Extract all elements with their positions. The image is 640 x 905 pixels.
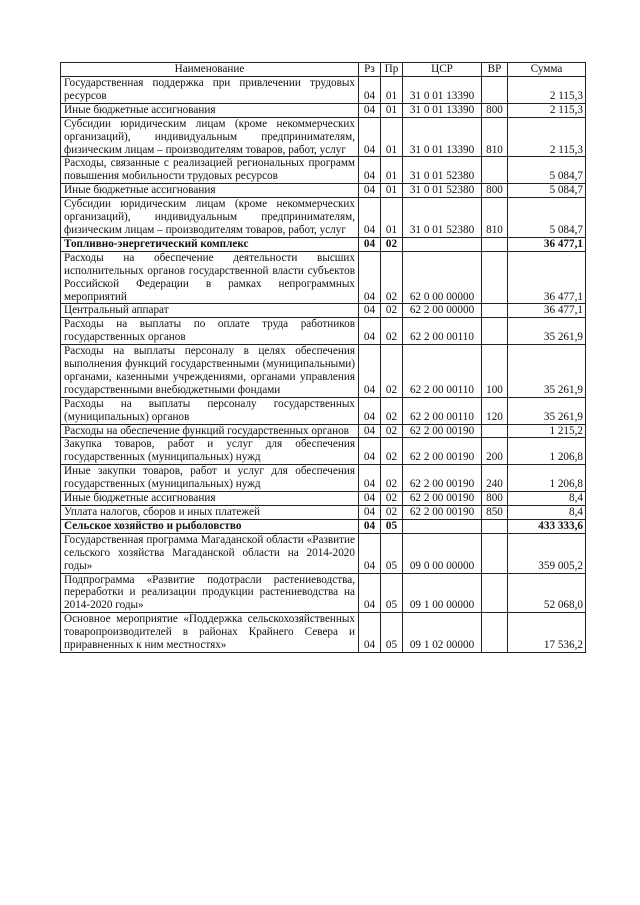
cell-pr: 02 <box>381 492 403 506</box>
cell-vr <box>482 573 508 613</box>
cell-rz: 04 <box>359 492 381 506</box>
cell-vr <box>482 304 508 318</box>
cell-sum: 359 005,2 <box>508 533 586 573</box>
cell-pr: 02 <box>381 251 403 304</box>
cell-name: Иные бюджетные ассигнования <box>61 103 359 117</box>
cell-rz: 04 <box>359 345 381 398</box>
cell-csr: 62 2 00 00190 <box>403 492 482 506</box>
cell-name: Расходы на обеспечение функций государственных органов <box>61 424 359 438</box>
cell-csr: 62 2 00 00110 <box>403 318 482 345</box>
cell-pr: 01 <box>381 157 403 184</box>
cell-vr <box>482 519 508 533</box>
cell-sum: 433 333,6 <box>508 519 586 533</box>
cell-pr: 01 <box>381 198 403 238</box>
table-row <box>61 157 586 184</box>
cell-pr: 02 <box>381 304 403 318</box>
cell-csr: 31 0 01 13390 <box>403 77 482 104</box>
table-header-row <box>61 63 586 77</box>
table-row <box>61 506 586 520</box>
cell-pr: 02 <box>381 345 403 398</box>
cell-vr: 810 <box>482 117 508 157</box>
cell-pr: 02 <box>381 237 403 251</box>
header-rz: Рз <box>359 63 381 77</box>
cell-rz: 04 <box>359 613 381 653</box>
cell-vr: 100 <box>482 345 508 398</box>
cell-name: Сельское хозяйство и рыболовство <box>61 519 359 533</box>
cell-pr: 02 <box>381 438 403 465</box>
cell-name: Топливно-энергетический комплекс <box>61 237 359 251</box>
cell-sum: 5 084,7 <box>508 198 586 238</box>
cell-sum: 2 115,3 <box>508 103 586 117</box>
cell-vr <box>482 318 508 345</box>
cell-sum: 8,4 <box>508 506 586 520</box>
cell-vr <box>482 77 508 104</box>
cell-name: Государственная программа Магаданской области «Развитие сельского хозяйства Магаданской области на 2014-2020 годы» <box>61 533 359 573</box>
cell-name: Иные бюджетные ассигнования <box>61 184 359 198</box>
cell-rz: 04 <box>359 304 381 318</box>
header-sum: Сумма <box>508 63 586 77</box>
cell-name: Закупка товаров, работ и услуг для обеспечения государственных (муниципальных) нужд <box>61 438 359 465</box>
header-csr: ЦСР <box>403 63 482 77</box>
table-body <box>61 77 586 653</box>
table-row <box>61 492 586 506</box>
cell-vr <box>482 157 508 184</box>
table-row <box>61 318 586 345</box>
cell-name: Иные бюджетные ассигнования <box>61 492 359 506</box>
cell-vr: 850 <box>482 506 508 520</box>
cell-name: Уплата налогов, сборов и иных платежей <box>61 506 359 520</box>
cell-sum: 36 477,1 <box>508 237 586 251</box>
table-row <box>61 573 586 613</box>
table-row <box>61 438 586 465</box>
cell-name: Расходы на выплаты персоналу государственных (муниципальных) органов <box>61 397 359 424</box>
budget-page <box>60 62 585 653</box>
cell-csr: 62 2 00 00190 <box>403 506 482 520</box>
cell-sum: 5 084,7 <box>508 157 586 184</box>
cell-name: Центральный аппарат <box>61 304 359 318</box>
cell-pr: 02 <box>381 424 403 438</box>
table-row <box>61 424 586 438</box>
cell-csr <box>403 237 482 251</box>
cell-sum: 35 261,9 <box>508 345 586 398</box>
cell-name: Расходы на выплаты персоналу в целях обеспечения выполнения функций государственными (муниципальными) органами, казенными учреждениями, органами управления государственными внебюджетными фондами <box>61 345 359 398</box>
table-row <box>61 304 586 318</box>
cell-sum: 35 261,9 <box>508 318 586 345</box>
cell-sum: 1 215,2 <box>508 424 586 438</box>
cell-csr: 31 0 01 52380 <box>403 198 482 238</box>
cell-csr: 09 1 00 00000 <box>403 573 482 613</box>
cell-rz: 04 <box>359 519 381 533</box>
cell-rz: 04 <box>359 77 381 104</box>
cell-sum: 5 084,7 <box>508 184 586 198</box>
table-row <box>61 184 586 198</box>
cell-csr: 31 0 01 52380 <box>403 184 482 198</box>
cell-sum: 8,4 <box>508 492 586 506</box>
cell-vr <box>482 251 508 304</box>
cell-sum: 2 115,3 <box>508 117 586 157</box>
cell-rz: 04 <box>359 103 381 117</box>
cell-sum: 35 261,9 <box>508 397 586 424</box>
cell-rz: 04 <box>359 465 381 492</box>
cell-vr: 800 <box>482 492 508 506</box>
cell-csr: 31 0 01 52380 <box>403 157 482 184</box>
table-row <box>61 519 586 533</box>
budget-table <box>60 62 586 653</box>
cell-rz: 04 <box>359 533 381 573</box>
cell-vr <box>482 237 508 251</box>
header-name: Наименование <box>61 63 359 77</box>
cell-csr: 09 1 02 00000 <box>403 613 482 653</box>
cell-sum: 1 206,8 <box>508 465 586 492</box>
cell-rz: 04 <box>359 198 381 238</box>
cell-rz: 04 <box>359 157 381 184</box>
cell-name: Субсидии юридическим лицам (кроме некоммерческих организаций), индивидуальным предпринимателям, физическим лицам – производителям товаров, работ, услуг <box>61 117 359 157</box>
cell-csr: 62 2 00 00110 <box>403 345 482 398</box>
cell-pr: 02 <box>381 397 403 424</box>
cell-vr: 810 <box>482 198 508 238</box>
cell-vr <box>482 424 508 438</box>
cell-name: Подпрограмма «Развитие подотрасли растениеводства, переработки и реализации продукции растениеводства на 2014-2020 годы» <box>61 573 359 613</box>
cell-pr: 02 <box>381 318 403 345</box>
table-row <box>61 117 586 157</box>
cell-vr: 240 <box>482 465 508 492</box>
cell-csr: 62 2 00 00190 <box>403 438 482 465</box>
cell-name: Основное мероприятие «Поддержка сельскохозяйственных товаропроизводителей в районах Крайнего Севера и приравненных к ним местностях» <box>61 613 359 653</box>
cell-csr: 62 2 00 00190 <box>403 424 482 438</box>
table-row <box>61 77 586 104</box>
table-row <box>61 613 586 653</box>
cell-vr: 120 <box>482 397 508 424</box>
cell-rz: 04 <box>359 424 381 438</box>
cell-rz: 04 <box>359 573 381 613</box>
cell-pr: 01 <box>381 117 403 157</box>
cell-sum: 36 477,1 <box>508 304 586 318</box>
cell-pr: 01 <box>381 103 403 117</box>
cell-pr: 05 <box>381 573 403 613</box>
cell-csr: 62 2 00 00110 <box>403 397 482 424</box>
cell-vr <box>482 533 508 573</box>
table-row <box>61 533 586 573</box>
cell-pr: 02 <box>381 465 403 492</box>
cell-pr: 05 <box>381 613 403 653</box>
cell-vr: 800 <box>482 184 508 198</box>
cell-name: Иные закупки товаров, работ и услуг для обеспечения государственных (муниципальных) нужд <box>61 465 359 492</box>
cell-rz: 04 <box>359 237 381 251</box>
cell-name: Расходы, связанные с реализацией региональных программ повышения мобильности трудовых ресурсов <box>61 157 359 184</box>
cell-sum: 36 477,1 <box>508 251 586 304</box>
cell-rz: 04 <box>359 117 381 157</box>
cell-rz: 04 <box>359 184 381 198</box>
cell-csr: 62 0 00 00000 <box>403 251 482 304</box>
table-row <box>61 345 586 398</box>
cell-pr: 01 <box>381 184 403 198</box>
cell-vr <box>482 613 508 653</box>
cell-sum: 2 115,3 <box>508 77 586 104</box>
cell-csr <box>403 519 482 533</box>
cell-pr: 05 <box>381 533 403 573</box>
cell-pr: 01 <box>381 77 403 104</box>
cell-name: Субсидии юридическим лицам (кроме некоммерческих организаций), индивидуальным предпринимателям, физическим лицам – производителям товаров, работ, услуг <box>61 198 359 238</box>
table-row <box>61 251 586 304</box>
cell-vr: 200 <box>482 438 508 465</box>
cell-rz: 04 <box>359 318 381 345</box>
header-vr: ВР <box>482 63 508 77</box>
cell-rz: 04 <box>359 506 381 520</box>
cell-rz: 04 <box>359 397 381 424</box>
cell-rz: 04 <box>359 251 381 304</box>
table-row <box>61 103 586 117</box>
cell-sum: 1 206,8 <box>508 438 586 465</box>
cell-name: Расходы на обеспечение деятельности высших исполнительных органов государственной власти субъектов Российской Федерации в рамках непрограммных мероприятий <box>61 251 359 304</box>
table-row <box>61 198 586 238</box>
cell-rz: 04 <box>359 438 381 465</box>
cell-sum: 17 536,2 <box>508 613 586 653</box>
cell-vr: 800 <box>482 103 508 117</box>
cell-csr: 62 2 00 00000 <box>403 304 482 318</box>
table-row <box>61 397 586 424</box>
cell-pr: 02 <box>381 506 403 520</box>
table-row <box>61 465 586 492</box>
cell-csr: 31 0 01 13390 <box>403 103 482 117</box>
cell-csr: 09 0 00 00000 <box>403 533 482 573</box>
cell-pr: 05 <box>381 519 403 533</box>
cell-name: Расходы на выплаты по оплате труда работников государственных органов <box>61 318 359 345</box>
cell-csr: 62 2 00 00190 <box>403 465 482 492</box>
table-row <box>61 237 586 251</box>
cell-name: Государственная поддержка при привлечении трудовых ресурсов <box>61 77 359 104</box>
cell-sum: 52 068,0 <box>508 573 586 613</box>
header-pr: Пр <box>381 63 403 77</box>
cell-csr: 31 0 01 13390 <box>403 117 482 157</box>
